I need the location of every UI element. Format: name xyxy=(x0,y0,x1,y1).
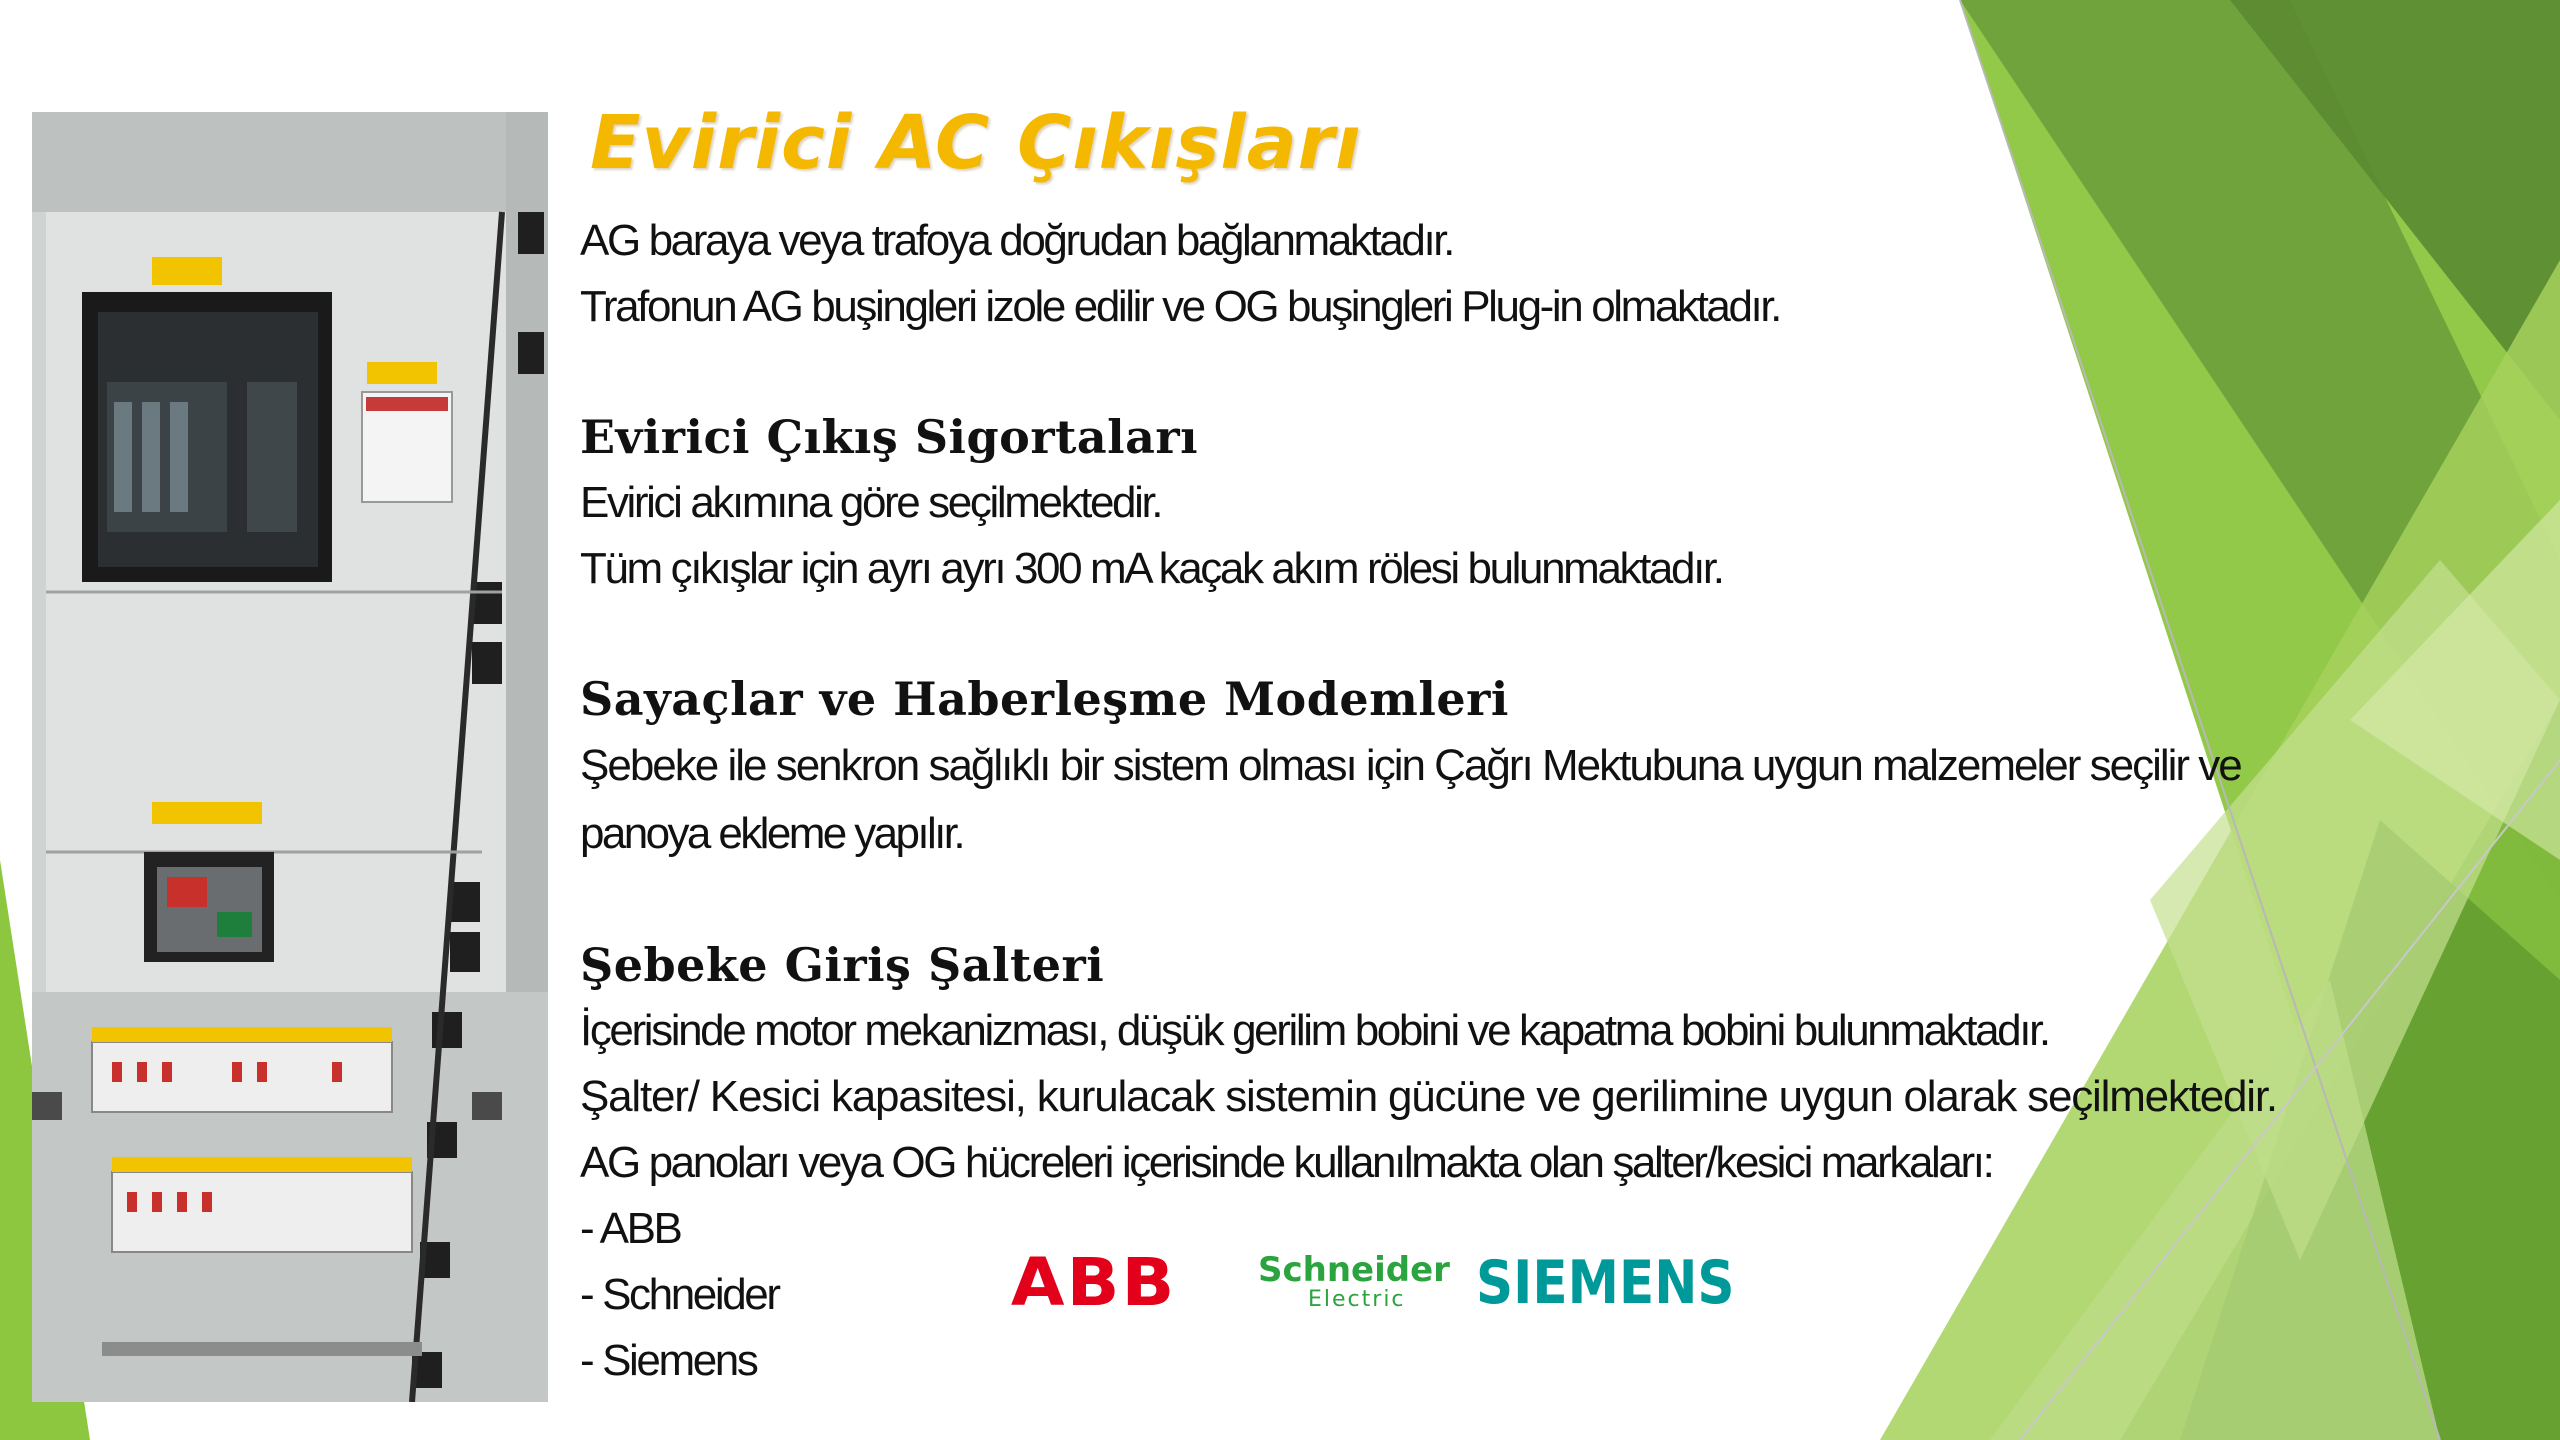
intro-line-2: Trafonun AG buşingleri izole edilir ve OG buşingleri Plug-in olmaktadır. xyxy=(580,282,1781,331)
section-heading-fuses: Evirici Çıkış Sigortaları xyxy=(580,410,1199,464)
spacer xyxy=(580,868,2430,932)
section-heading-main-breaker: Şebeke Giriş Şalteri xyxy=(580,938,1105,992)
breaker-line-1: İçerisinde motor mekanizması, düşük gerilim bobini ve kapatma bobini bulunmaktadır. xyxy=(580,1006,2049,1055)
schneider-logo-top: Schneider xyxy=(1258,1250,1450,1290)
fuses-line-2: Tüm çıkışlar için ayrı ayrı 300 mA kaçak akım rölesi bulunmaktadır. xyxy=(580,544,1723,593)
meters-line-2: panoya ekleme yapılır. xyxy=(580,809,964,858)
meters-paragraph xyxy=(580,732,2420,868)
spacer xyxy=(580,340,2430,404)
meters-line-1: Şebeke ile senkron sağlıklı bir sistem olması için Çağrı Mektubuna uygun malzemeler seçilir ve xyxy=(580,741,2241,790)
spacer xyxy=(580,602,2430,666)
breaker-line-3: AG panoları veya OG hücreleri içerisinde kullanılmakta olan şalter/kesici markaları: xyxy=(580,1138,1993,1187)
brand-item-siemens: - Siemens xyxy=(580,1336,757,1385)
breaker-line-2: Şalter/ Kesici kapasitesi, kurulacak sistemin gücüne ve gerilimine uygun olarak seçilmektedir. xyxy=(580,1072,2277,1121)
intro-line-1: AG baraya veya trafoya doğrudan bağlanmaktadır. xyxy=(580,216,1453,265)
siemens-logo: SIEMENS xyxy=(1476,1248,1735,1318)
brand-item-abb: - ABB xyxy=(580,1204,681,1253)
slide-title: Evirici AC Çıkışları xyxy=(590,100,1362,186)
switchgear-panel-photo xyxy=(32,112,548,1402)
brand-item-schneider: - Schneider xyxy=(580,1270,779,1319)
slide-content xyxy=(580,208,2430,1394)
abb-logo: ABB xyxy=(1010,1244,1177,1321)
schneider-electric-logo xyxy=(1258,1250,1450,1322)
fuses-line-1: Evirici akımına göre seçilmektedir. xyxy=(580,478,1162,527)
schneider-logo-bottom: Electric xyxy=(1308,1287,1406,1312)
section-heading-meters: Sayaçlar ve Haberleşme Modemleri xyxy=(580,672,1509,726)
